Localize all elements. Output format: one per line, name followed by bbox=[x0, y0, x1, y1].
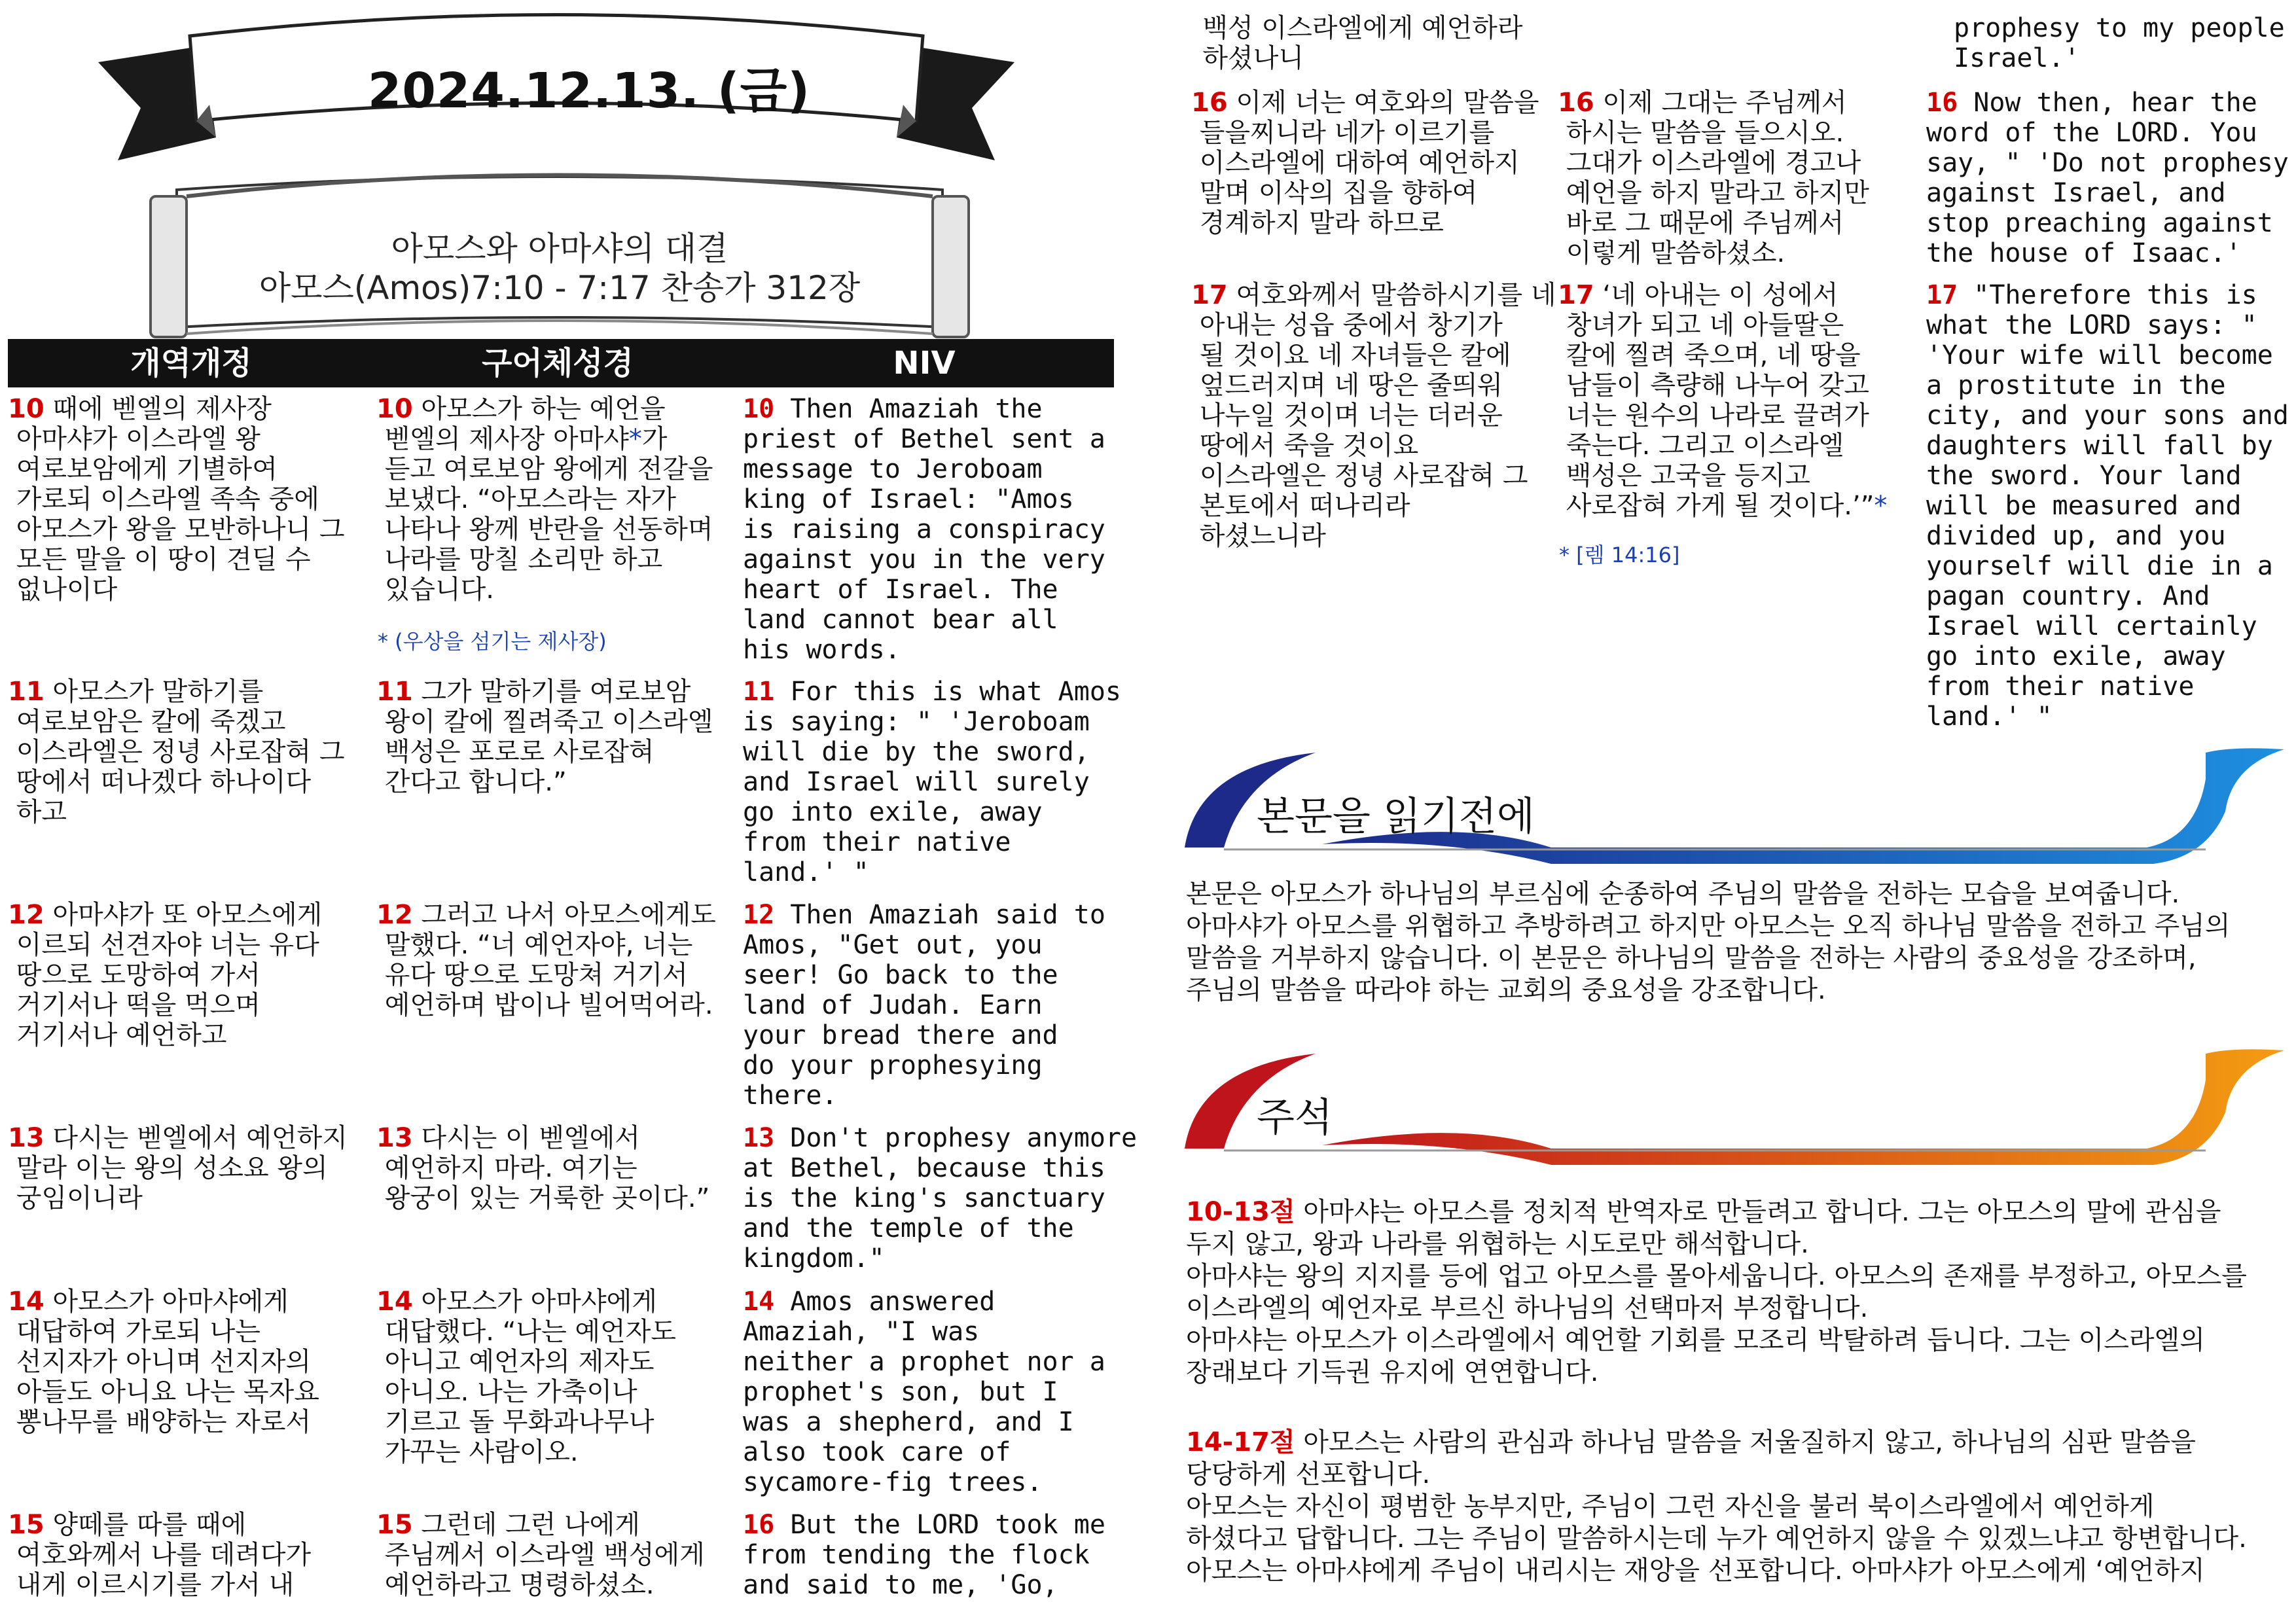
verse-14-niv: 14 Amos answered Amaziah, "I was neither a prophet nor a prophet's son, but I was a shepherd, and I also took care of sycamore-fig trees. bbox=[743, 1287, 1105, 1497]
preface-section-header bbox=[1185, 740, 2284, 870]
passage-title: 아모스와 아마샤의 대결 bbox=[391, 230, 728, 268]
verse-14-krv: 14 아모스가 아마샤에게 대답하여 가로되 나는 선지자가 아니며 선지자의 아들도 아니요 나는 목자요 뽕나무를 배양하는 자로서 bbox=[8, 1287, 319, 1437]
verse-12-niv: 12 Then Amaziah said to Amos, "Get out, you seer! Go back to the land of Judah. Earn your bread there and do your prophesying there. bbox=[743, 900, 1105, 1111]
passage-title-box bbox=[177, 196, 942, 321]
verse-15-krv: 15 양떼를 따를 때에 여호와께서 나를 데려다가 내게 이르시기를 가서 내 bbox=[8, 1510, 312, 1600]
verse-15-krv-continued: 백성 이스라엘에게 예언하라 하셨나니 bbox=[1202, 13, 1523, 73]
commentary-title: 주석 bbox=[1257, 1095, 1333, 1141]
date-title: 2024.12.13. (금) bbox=[367, 63, 811, 119]
verse-15-colloquial: 15 그런데 그런 나에게 주님께서 이스라엘 백성에게 예언하라고 명령하셨소. bbox=[376, 1510, 705, 1600]
verse-11-krv: 11 아모스가 말하기를 여로보암은 칼에 죽겠고 이스라엘은 정녕 사로잡혀 그 땅에서 떠나겠다 하나이다 하고 bbox=[8, 677, 345, 827]
verse-14-colloquial: 14 아모스가 아마샤에게 대답했다. “나는 예언자도 아니고 예언자의 제자도 아니오. 나는 가축이나 기르고 돌 무화과나무나 가꾸는 사람이오. bbox=[376, 1287, 676, 1467]
commentary-section-header bbox=[1185, 1041, 2284, 1171]
commentary-swoosh-graphic bbox=[1185, 1041, 2284, 1171]
verse-17-krv: 17 여호와께서 말씀하시기를 네 아내는 성읍 중에서 창기가 될 것이요 네 자녀들은 칼에 엎드러지며 네 땅은 줄띄워 나누일 것이며 너는 더러운 땅에서 죽을 것이요 이스라엘은 정녕 사로잡혀 그 본토에서 떠나리라 하셨느니라 bbox=[1191, 280, 1556, 551]
verse-17-colloquial: 17 ‘네 아내는 이 성에서 창녀가 되고 네 아들딸은 칼에 찔려 죽으며, 네 땅을 남들이 측량해 나누어 갖고 너는 원수의 나라로 끌려가 죽는다. 그리고 이스라엘 백성은 고국을 등지고 사로잡혀 가게 될 것이다.’”* bbox=[1558, 280, 1888, 521]
verse-13-krv: 13 다시는 벧엘에서 예언하지 말라 이는 왕의 성소요 왕의 궁임이니라 bbox=[8, 1123, 348, 1213]
verse-16-colloquial: 16 이제 그대는 주님께서 하시는 말씀을 들으시오. 그대가 이스라엘에 경고나 예언을 하지 말라고 하지만 바로 그 때문에 주님께서 이렇게 말씀하셨소. bbox=[1558, 88, 1869, 268]
commentary-block-10-13: 10-13절 아마샤는 아모스를 정치적 반역자로 만들려고 합니다. 그는 아모스의 말에 관심을 두지 않고, 왕과 나라를 위협하는 시도로만 해석합니다. 아마샤는 왕의 지지를 등에 업고 아모스를 몰아세웁니다. 아모스의 존재를 부정하고, 아모스를 이스라엘의 예언자로 부르신 하나님의 선택마저 부정합니다. 아마샤는 아모스가 이스라엘에서 예언할 기회를 모조리 박탈하려 듭니다. 그는 이스라엘의 장래보다 기득권 유지에 연연합니다. bbox=[1186, 1197, 2247, 1387]
verse-10-krv: 10 때에 벧엘의 제사장 아마샤가 이스라엘 왕 여로보암에게 기별하여 가로되 이스라엘 족속 중에 아모스가 왕을 모반하나니 그 모든 말을 이 땅이 견딜 수 없나이다 bbox=[8, 394, 345, 605]
column-header-niv: NIV bbox=[893, 345, 956, 382]
verse-13-niv: 13 Don't prophesy anymore at Bethel, because this is the king's sanctuary and the temple of the kingdom." bbox=[743, 1123, 1138, 1274]
verse-11-colloquial: 11 그가 말하기를 여로보암 왕이 칼에 찔려죽고 이스라엘 백성은 포로로 사로잡혀 간다고 합니다.” bbox=[376, 677, 713, 797]
title-banner bbox=[0, 0, 1113, 340]
verse-13-colloquial: 13 다시는 이 벧엘에서 예언하지 마라. 여기는 왕궁이 있는 거룩한 곳이다.” bbox=[376, 1123, 710, 1213]
verse-16-niv-start: 16 But the LORD took me from tending the flock and said to me, 'Go, bbox=[743, 1510, 1105, 1600]
verse-15-niv-continued: prophesy to my people Israel.' bbox=[1954, 13, 2285, 73]
verse-10-footnote: * (우상을 섬기는 제사장) bbox=[378, 629, 607, 654]
passage-reference: 아모스(Amos)7:10 - 7:17 찬송가 312장 bbox=[259, 269, 861, 307]
column-header-colloquial: 구어체성경 bbox=[482, 345, 634, 382]
verse-10-niv: 10 Then Amaziah the priest of Bethel sent a message to Jeroboam king of Israel: "Amos is raising a conspiracy against you in the very heart of Israel. The land cannot bear all his words. bbox=[743, 394, 1105, 665]
verse-11-niv: 11 For this is what Amos is saying: " 'Jeroboam will die by the sword, and Israel will surely go into exile, away from their native land.' " bbox=[743, 677, 1121, 887]
translation-header-bar bbox=[8, 339, 1114, 387]
verse-17-footnote: * [렘 14:16] bbox=[1559, 543, 1680, 567]
verse-12-colloquial: 12 그러고 나서 아모스에게도 말했다. “너 예언자야, 너는 유다 땅으로 도망쳐 거기서 예언하며 밥이나 빌어먹어라. bbox=[376, 900, 716, 1020]
commentary-block-14-17: 14-17절 아모스는 사람의 관심과 하나님 말씀을 저울질하지 않고, 하나님의 심판 말씀을 당당하게 선포합니다. 아모스는 자신이 평범한 농부지만, 주님이 그런 자신을 불러 북이스라엘에서 예언하게 하셨다고 답합니다. 그는 주님이 말씀하시는데 누가 예언하지 않을 수 있겠느냐고 항변합니다. 아모스는 아마샤에게 주님이 내리시는 재앙을 선포합니다. 아마샤가 아모스에게 ‘예언하지 bbox=[1186, 1427, 2247, 1586]
verse-12-krv: 12 아마샤가 또 아모스에게 이르되 선견자야 너는 유다 땅으로 도망하여 가서 거기서나 떡을 먹으며 거기서나 예언하고 bbox=[8, 900, 323, 1050]
verse-16-krv: 16 이제 너는 여호와의 말씀을 들을찌니라 네가 이르기를 이스라엘에 대하여 예언하지 말며 이삭의 집을 향하여 경계하지 말라 하므로 bbox=[1191, 88, 1539, 238]
column-header-krv: 개역개정 bbox=[130, 345, 252, 382]
verse-10-colloquial: 10 아모스가 하는 예언을 벧엘의 제사장 아마샤*가 듣고 여로보암 왕에게 전갈을 보냈다. “아모스라는 자가 나타나 왕께 반란을 선동하며 나라를 망칠 소리만 하고 있습니다. bbox=[376, 394, 713, 605]
verse-16-niv: 16 Now then, hear the word of the LORD. You say, " 'Do not prophesy against Israel, and stop preaching against the house of Isaac.' bbox=[1926, 88, 2289, 268]
preface-title: 본문을 읽기전에 bbox=[1257, 794, 1535, 840]
preface-text: 본문은 아모스가 하나님의 부르심에 순종하여 주님의 말씀을 전하는 모습을 보여줍니다. 아마샤가 아모스를 위협하고 추방하려고 하지만 아모스는 오직 하나님 말씀을 전하고 주님의 말씀을 거부하지 않습니다. 이 본문은 하나님의 말씀을 전하는 사람의 중요성을 강조하며, 주님의 말씀을 따라야 하는 교회의 중요성을 강조합니다. bbox=[1186, 879, 2231, 1005]
verse-17-niv: 17 "Therefore this is what the LORD says: " 'Your wife will become a prostitute in the city, and your sons and daughters will fall by the sword. Your land will be measured and divided up, and you yourself will die in a pagan country. And Israel will certainly go into exile, away from their native land.' " bbox=[1926, 280, 2289, 732]
